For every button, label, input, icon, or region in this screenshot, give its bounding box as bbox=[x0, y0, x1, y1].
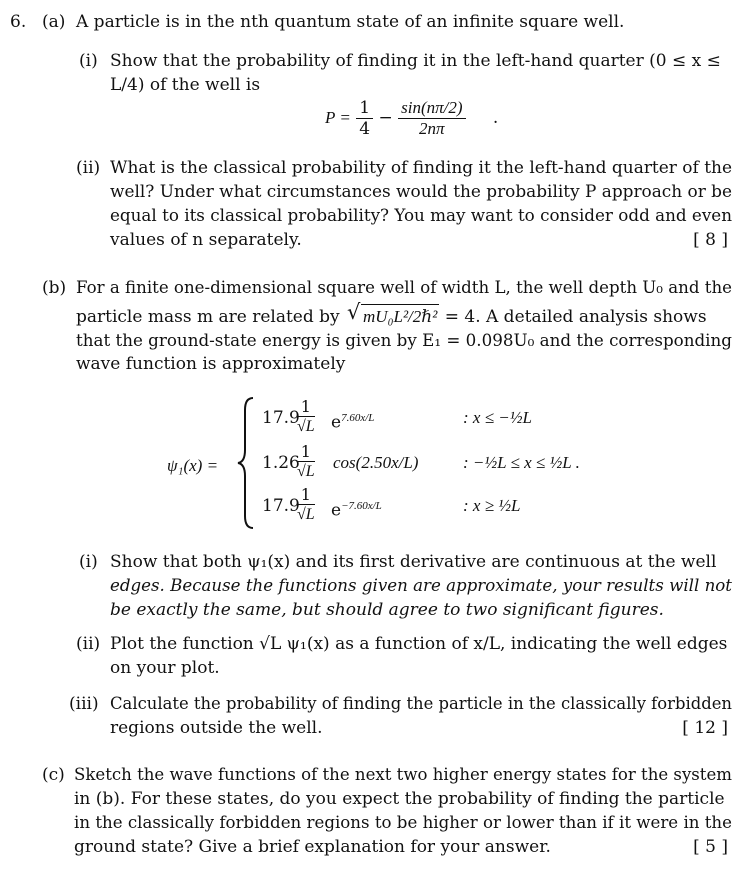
case2-function: cos(2.50x/L) bbox=[333, 453, 419, 472]
case3-condition: : x ≥ ½L bbox=[463, 496, 521, 515]
part-a-ii-line3: equal to its classical probability? You may want to consider odd and even bbox=[110, 206, 732, 226]
part-b-line2 bbox=[76, 300, 707, 329]
part-a-ii-line4: values of n separately. bbox=[110, 230, 302, 250]
sqrt-expression: √ mU₀L²/2ℏ² bbox=[361, 304, 439, 329]
marks-part-c: [ 5 ] bbox=[693, 837, 728, 857]
question-number: 6. bbox=[10, 12, 27, 32]
eq-fraction-sine: $\frac{\sin(n\pi/2)}{2n\pi}$ bbox=[398, 98, 465, 139]
eq-minus: − bbox=[378, 108, 393, 128]
case3-coef: 17.9 bbox=[262, 496, 300, 516]
part-b-label: (b) bbox=[42, 278, 67, 298]
part-c-line2: in (b). For these states, do you expect the probability of finding the particle bbox=[74, 789, 725, 809]
part-a-i-line1: Show that the probability of finding it in the left-hand quarter (0 ≤ x ≤ bbox=[110, 51, 721, 71]
part-b-i-line2: edges. Because the functions given are approximate, your results will not bbox=[110, 576, 732, 596]
part-b-line2-pre: particle mass m are related by bbox=[76, 307, 340, 327]
case3-fraction: $\frac{1}{√L}$ bbox=[297, 485, 315, 523]
part-b-line1: For a finite one-dimensional square well of width L, the well depth U₀ and the bbox=[76, 278, 732, 298]
case2-condition: : −½L ≤ x ≤ ½L . bbox=[463, 453, 580, 472]
part-c-line4: ground state? Give a brief explanation for your answer. bbox=[74, 837, 551, 857]
part-b-iii-label: (iii) bbox=[69, 694, 99, 714]
part-a-intro: A particle is in the nth quantum state of an infinite square well. bbox=[76, 12, 625, 32]
part-c-label: (c) bbox=[42, 765, 65, 785]
part-b-line3: that the ground-state energy is given by E₁ = 0.098U₀ and the corresponding bbox=[76, 331, 732, 351]
part-a-i-line2: L/4) of the well is bbox=[110, 75, 261, 95]
part-b-i-label: (i) bbox=[79, 552, 98, 572]
case1-condition: : x ≤ −½L bbox=[463, 408, 532, 427]
part-a-label: (a) bbox=[42, 12, 66, 32]
part-a-ii-label: (ii) bbox=[76, 158, 101, 178]
part-b-ii-label: (ii) bbox=[76, 634, 101, 654]
part-b-i-line1: Show that both ψ₁(x) and its first derivative are continuous at the well bbox=[110, 552, 717, 572]
part-c-line3: in the classically forbidden regions to be higher or lower than if it were in the bbox=[74, 813, 732, 833]
case1-fraction: $\frac{1}{√L}$ bbox=[297, 397, 315, 435]
sqrt-sign: √ bbox=[347, 300, 361, 324]
case2-coef: 1.26 bbox=[262, 453, 300, 473]
part-a-i-label: (i) bbox=[79, 51, 98, 71]
left-brace bbox=[235, 396, 257, 530]
case2-fraction: $\frac{1}{√L}$ bbox=[297, 442, 315, 480]
marks-part-b: [ 12 ] bbox=[682, 718, 728, 738]
part-b-iii-line2: regions outside the well. bbox=[110, 718, 323, 738]
part-b-iii-line1: Calculate the probability of finding the particle in the classically forbidden bbox=[110, 694, 732, 714]
marks-part-a: [ 8 ] bbox=[693, 230, 728, 250]
eq-period: . bbox=[492, 108, 499, 128]
eq-lhs: P = bbox=[325, 108, 351, 127]
part-b-ii-line2: on your plot. bbox=[110, 658, 220, 678]
part-b-i-line3: be exactly the same, but should agree to two significant figures. bbox=[110, 600, 664, 620]
case1-coef: 17.9 bbox=[262, 408, 300, 428]
case3-exp: $e^{-7.60x/L}$ bbox=[331, 500, 382, 521]
part-b-ii-line1: Plot the function √L ψ₁(x) as a function of x/L, indicating the well edges bbox=[110, 634, 728, 654]
part-a-ii-line1: What is the classical probability of finding it the left-hand quarter of the bbox=[110, 158, 732, 178]
part-b-line2-post: = 4. A detailed analysis shows bbox=[444, 307, 707, 327]
case1-exp: $e^{7.60x/L}$ bbox=[331, 412, 375, 433]
part-a-ii-line2: well? Under what circumstances would the probability P approach or be bbox=[110, 182, 732, 202]
probability-equation bbox=[325, 98, 498, 139]
eq-fraction-quarter: $\frac{1}{4}$ bbox=[356, 98, 373, 139]
part-b-line4: wave function is approximately bbox=[76, 354, 346, 374]
part-c-line1: Sketch the wave functions of the next two higher energy states for the system bbox=[74, 765, 732, 785]
psi-lhs: ψ₁(x) = bbox=[167, 456, 219, 475]
